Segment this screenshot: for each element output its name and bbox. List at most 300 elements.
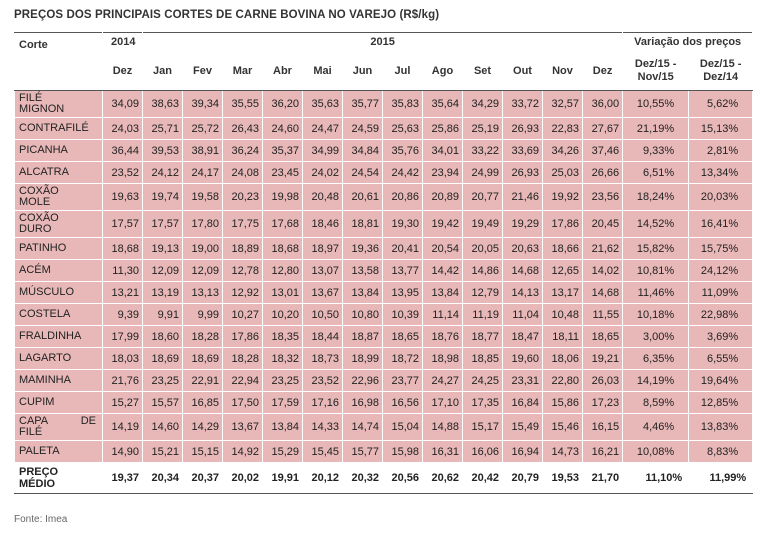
price-cell: 13,13 [183,282,223,304]
price-cell: 18,32 [263,348,303,370]
price-cell: 19,74 [143,184,183,211]
cut-name [15,140,103,162]
cut-name-line1: PALETA [19,445,60,457]
variation-cell: 8,83% [689,441,753,463]
cut-name-line1: CUPIM [19,396,55,408]
variation-cell: 3,00% [623,326,689,348]
variation-cell: 15,82% [623,238,689,260]
price-cell: 17,10 [423,392,463,414]
price-cell: 9,99 [183,304,223,326]
price-cell: 19,92 [543,184,583,211]
cut-name-line1: PICANHA [19,144,68,156]
price-cell: 25,72 [183,118,223,140]
price-cell: 37,46 [583,140,623,162]
table-row [15,370,753,392]
table-row [15,441,753,463]
price-cell: 26,93 [503,162,543,184]
average-variation-cell: 11,10% [623,463,689,494]
price-cell: 22,94 [223,370,263,392]
price-cell: 19,36 [343,238,383,260]
price-cell: 18,87 [343,326,383,348]
variation-cell: 4,46% [623,414,689,441]
price-cell: 24,03 [103,118,143,140]
price-cell: 22,91 [183,370,223,392]
price-cell: 18,46 [303,211,343,238]
cut-name [15,392,103,414]
price-cell: 18,72 [383,348,423,370]
table-row [15,392,753,414]
price-cell: 20,61 [343,184,383,211]
year-2015-header: 2015 [143,33,623,52]
month-header: Nov [543,52,583,91]
price-cell: 11,04 [503,304,543,326]
cut-name [15,211,103,238]
cut-name [15,441,103,463]
cut-name [15,414,103,441]
price-cell: 13,84 [343,282,383,304]
price-cell: 18,03 [103,348,143,370]
price-cell: 20,86 [383,184,423,211]
price-cell: 12,79 [463,282,503,304]
price-cell: 16,56 [383,392,423,414]
price-cell: 21,46 [503,184,543,211]
price-cell: 15,45 [303,441,343,463]
variation-cell: 15,13% [689,118,753,140]
price-cell: 10,48 [543,304,583,326]
price-cell: 20,63 [503,238,543,260]
price-cell: 34,29 [463,91,503,118]
price-cell: 9,39 [103,304,143,326]
price-cell: 17,57 [103,211,143,238]
variation-cell: 14,19% [623,370,689,392]
price-cell: 22,80 [543,370,583,392]
price-cell: 25,63 [383,118,423,140]
price-cell: 19,00 [183,238,223,260]
price-cell: 18,11 [543,326,583,348]
price-cell: 16,31 [423,441,463,463]
variation-cell: 8,59% [623,392,689,414]
variation-cell: 10,81% [623,260,689,282]
price-cell: 35,64 [423,91,463,118]
month-header: Dez [103,52,143,91]
cut-name [15,260,103,282]
table-body [15,91,753,463]
table-row [15,304,753,326]
price-cell: 16,21 [583,441,623,463]
price-cell: 25,71 [143,118,183,140]
price-cell: 24,54 [343,162,383,184]
cut-name [15,238,103,260]
cut-name-line1: PATINHO [19,242,67,254]
price-cell: 13,84 [263,414,303,441]
price-cell: 34,09 [103,91,143,118]
price-cell: 18,60 [143,326,183,348]
price-cell: 18,47 [503,326,543,348]
price-cell: 15,29 [263,441,303,463]
month-header: Jul [383,52,423,91]
variation-header-line2: Dez/14 [703,71,739,83]
price-cell: 18,98 [423,348,463,370]
price-cell: 16,85 [183,392,223,414]
variation-cell: 19,64% [689,370,753,392]
price-cell: 18,68 [103,238,143,260]
cut-name-line1: CONTRAFILÉ [19,122,89,134]
cut-name [15,162,103,184]
variation-cell: 3,69% [689,326,753,348]
price-cell: 24,17 [183,162,223,184]
price-cell: 19,60 [503,348,543,370]
variation-cell: 13,83% [689,414,753,441]
price-cell: 14,42 [423,260,463,282]
price-cell: 17,57 [143,211,183,238]
average-label [15,463,103,494]
variation-header-line1: Dez/15 - [699,58,742,70]
cut-name-line1: ALCATRA [19,166,69,178]
variation-cell: 15,75% [689,238,753,260]
price-cell: 32,57 [543,91,583,118]
cut-name [15,118,103,140]
price-cell: 15,46 [543,414,583,441]
price-cell: 19,13 [143,238,183,260]
price-cell: 39,53 [143,140,183,162]
price-cell: 27,67 [583,118,623,140]
price-cell: 39,34 [183,91,223,118]
cut-name-line1: MAMINHA [19,374,71,386]
price-cell: 14,60 [143,414,183,441]
page-title: PREÇOS DOS PRINCIPAIS CORTES DE CARNE BOVINA NO VAREJO (R$/kg) [14,9,440,21]
price-cell: 24,42 [383,162,423,184]
table-row [15,91,753,118]
table-row [15,414,753,441]
price-cell: 19,63 [103,184,143,211]
variation-header-line2: Nov/15 [637,71,674,83]
price-cell: 15,27 [103,392,143,414]
price-cell: 34,99 [303,140,343,162]
price-cell: 12,78 [223,260,263,282]
price-cell: 19,42 [423,211,463,238]
price-cell: 20,41 [383,238,423,260]
average-label-line2: MÉDIO [19,478,56,490]
price-cell: 12,09 [143,260,183,282]
cut-name-line1: MÚSCULO [19,286,75,298]
price-table [14,32,753,494]
price-cell: 23,94 [423,162,463,184]
price-cell: 14,92 [223,441,263,463]
price-cell: 23,25 [143,370,183,392]
price-cell: 26,93 [503,118,543,140]
cut-name [15,282,103,304]
price-cell: 13,67 [223,414,263,441]
price-cell: 20,45 [583,211,623,238]
average-price-cell: 20,37 [183,463,223,494]
price-cell: 13,77 [383,260,423,282]
price-cell: 18,69 [183,348,223,370]
price-cell: 25,19 [463,118,503,140]
month-header: Dez [583,52,623,91]
variation-cell: 21,19% [623,118,689,140]
price-cell: 13,58 [343,260,383,282]
price-cell: 14,90 [103,441,143,463]
price-cell: 14,19 [103,414,143,441]
average-price-cell: 20,12 [303,463,343,494]
price-cell: 15,86 [543,392,583,414]
price-cell: 24,60 [263,118,303,140]
year-2014-header: 2014 [103,33,143,52]
price-cell: 17,80 [183,211,223,238]
source-note: Fonte: Imea [14,514,68,525]
cut-name-line1: COXÃO [19,185,59,197]
price-cell: 17,75 [223,211,263,238]
table-row [15,184,753,211]
price-cell: 34,01 [423,140,463,162]
price-cell: 16,84 [503,392,543,414]
average-price-cell: 19,37 [103,463,143,494]
price-cell: 16,98 [343,392,383,414]
price-cell: 36,00 [583,91,623,118]
price-cell: 18,73 [303,348,343,370]
average-price-cell: 20,02 [223,463,263,494]
price-cell: 16,15 [583,414,623,441]
price-cell: 10,80 [343,304,383,326]
price-cell: 13,01 [263,282,303,304]
price-cell: 36,24 [223,140,263,162]
price-cell: 10,27 [223,304,263,326]
price-cell: 13,84 [423,282,463,304]
price-cell: 36,44 [103,140,143,162]
price-cell: 24,99 [463,162,503,184]
price-cell: 15,04 [383,414,423,441]
average-price-cell: 20,56 [383,463,423,494]
price-cell: 24,08 [223,162,263,184]
price-cell: 23,31 [503,370,543,392]
table-row [15,282,753,304]
variation-cell: 6,51% [623,162,689,184]
cut-name-line2: DURO [19,223,52,235]
price-cell: 18,68 [263,238,303,260]
month-header: Abr [263,52,303,91]
price-cell: 15,21 [143,441,183,463]
price-cell: 20,54 [423,238,463,260]
average-price-cell: 20,79 [503,463,543,494]
cut-name-line1: FILÉ [19,92,43,104]
price-cell: 19,58 [183,184,223,211]
price-cell: 9,91 [143,304,183,326]
variation-cell: 14,52% [623,211,689,238]
price-cell: 19,30 [383,211,423,238]
price-cell: 36,20 [263,91,303,118]
average-price-cell: 20,32 [343,463,383,494]
cut-name [15,304,103,326]
month-header: Ago [423,52,463,91]
price-cell: 17,86 [543,211,583,238]
price-cell: 33,69 [503,140,543,162]
price-cell: 13,95 [383,282,423,304]
price-cell: 18,28 [223,348,263,370]
month-header: Fev [183,52,223,91]
price-cell: 15,57 [143,392,183,414]
price-cell: 14,74 [343,414,383,441]
cut-name [15,370,103,392]
table-row [15,348,753,370]
price-cell: 18,89 [223,238,263,260]
price-cell: 10,39 [383,304,423,326]
price-cell: 19,49 [463,211,503,238]
header-row-years [15,33,753,52]
price-cell: 13,17 [543,282,583,304]
price-cell: 10,50 [303,304,343,326]
price-cell: 33,22 [463,140,503,162]
cut-name-line1: COXÃO [19,212,59,224]
corte-header: Corte [15,33,103,91]
price-cell: 24,12 [143,162,183,184]
cut-name-line2: MIGNON [19,103,65,115]
price-cell: 14,02 [583,260,623,282]
price-cell: 33,72 [503,91,543,118]
price-cell: 14,33 [303,414,343,441]
price-cell: 13,07 [303,260,343,282]
price-cell: 14,29 [183,414,223,441]
price-cell: 17,50 [223,392,263,414]
price-cell: 23,52 [103,162,143,184]
price-cell: 34,26 [543,140,583,162]
price-cell: 23,52 [303,370,343,392]
variation-cell: 10,55% [623,91,689,118]
table-row [15,211,753,238]
price-cell: 26,43 [223,118,263,140]
price-cell: 19,21 [583,348,623,370]
price-cell: 17,23 [583,392,623,414]
variation-cell: 6,55% [689,348,753,370]
price-cell: 18,97 [303,238,343,260]
price-cell: 20,48 [303,184,343,211]
price-cell: 35,77 [343,91,383,118]
variation-header: Variação dos preços [623,33,753,52]
price-cell: 38,91 [183,140,223,162]
cut-name-line1: LAGARTO [19,352,72,364]
variation-cell: 11,09% [689,282,753,304]
cut-name-line1: COSTELA [19,308,71,320]
price-cell: 18,65 [383,326,423,348]
price-cell: 12,09 [183,260,223,282]
price-cell: 17,16 [303,392,343,414]
variation-cell: 2,81% [689,140,753,162]
price-cell: 35,63 [303,91,343,118]
price-cell: 17,68 [263,211,303,238]
price-cell: 20,89 [423,184,463,211]
price-cell: 23,25 [263,370,303,392]
month-header: Jun [343,52,383,91]
price-cell: 17,35 [463,392,503,414]
price-cell: 35,83 [383,91,423,118]
variation-cell: 12,85% [689,392,753,414]
price-cell: 24,27 [423,370,463,392]
price-cell: 24,02 [303,162,343,184]
table-row [15,118,753,140]
price-cell: 17,86 [223,326,263,348]
price-cell: 35,55 [223,91,263,118]
variation-column-header [623,52,689,91]
header-row-months [15,52,753,91]
price-cell: 34,84 [343,140,383,162]
price-cell: 19,29 [503,211,543,238]
variation-cell: 24,12% [689,260,753,282]
variation-header-line1: Dez/15 - [634,58,677,70]
price-cell: 11,14 [423,304,463,326]
variation-column-header [689,52,753,91]
month-header: Mai [303,52,343,91]
price-cell: 14,88 [423,414,463,441]
price-cell: 14,13 [503,282,543,304]
price-cell: 24,25 [463,370,503,392]
month-header: Out [503,52,543,91]
table-row [15,140,753,162]
price-cell: 18,76 [423,326,463,348]
variation-cell: 5,62% [689,91,753,118]
price-cell: 10,20 [263,304,303,326]
table-row [15,260,753,282]
variation-cell: 16,41% [689,211,753,238]
price-cell: 23,77 [383,370,423,392]
variation-cell: 20,03% [689,184,753,211]
variation-cell: 22,98% [689,304,753,326]
price-cell: 24,47 [303,118,343,140]
price-cell: 14,86 [463,260,503,282]
price-cell: 20,23 [223,184,263,211]
price-cell: 23,56 [583,184,623,211]
price-cell: 15,77 [343,441,383,463]
price-cell: 18,35 [263,326,303,348]
price-cell: 38,63 [143,91,183,118]
price-cell: 18,81 [343,211,383,238]
average-price-row [15,463,753,494]
price-cell: 18,06 [543,348,583,370]
table-row [15,238,753,260]
price-cell: 15,49 [503,414,543,441]
cut-name [15,348,103,370]
price-cell: 13,67 [303,282,343,304]
price-cell: 18,65 [583,326,623,348]
variation-cell: 13,34% [689,162,753,184]
cut-name-line1b: DE [80,415,96,427]
price-cell: 14,68 [503,260,543,282]
average-variation-cell: 11,99% [689,463,753,494]
price-cell: 18,28 [183,326,223,348]
price-cell: 22,83 [543,118,583,140]
price-cell: 15,17 [463,414,503,441]
cut-name-line2: MOLE [19,196,51,208]
price-cell: 18,77 [463,326,503,348]
cut-name-line1: FRALDINHA [19,330,82,342]
price-cell: 25,86 [423,118,463,140]
average-label-line1: PREÇO [19,466,59,478]
price-cell: 11,30 [103,260,143,282]
price-cell: 12,92 [223,282,263,304]
price-cell: 15,15 [183,441,223,463]
price-cell: 16,06 [463,441,503,463]
month-header: Mar [223,52,263,91]
price-cell: 22,96 [343,370,383,392]
cut-name [15,91,103,118]
price-cell: 21,62 [583,238,623,260]
price-cell: 14,73 [543,441,583,463]
variation-cell: 18,24% [623,184,689,211]
variation-cell: 9,33% [623,140,689,162]
month-header: Jan [143,52,183,91]
price-cell: 18,44 [303,326,343,348]
cut-name-line1: ACÉM [19,264,51,276]
price-cell: 26,66 [583,162,623,184]
price-cell: 18,99 [343,348,383,370]
